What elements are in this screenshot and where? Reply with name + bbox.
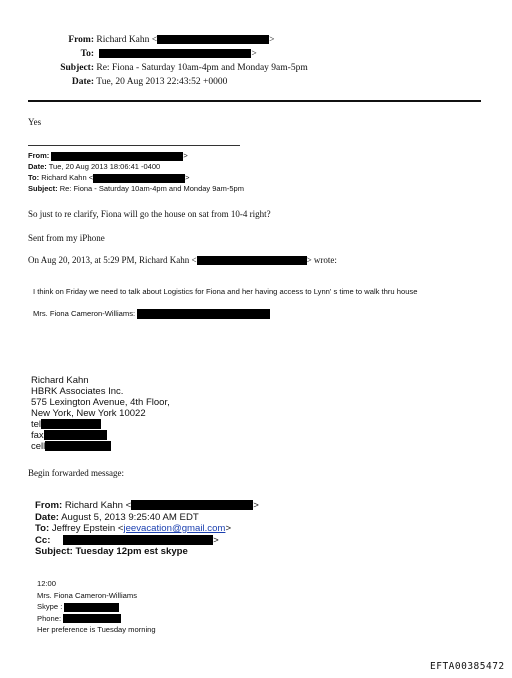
- forwarded-header: [35, 500, 259, 558]
- signature-fax: fax: [31, 430, 44, 441]
- quoted-subject-value: Re: Fiona - Saturday 10am-4pm and Monday 9am-5pm: [59, 184, 244, 193]
- fwd-body-preference: Her preference is Tuesday morning: [37, 625, 156, 634]
- redaction-block: [157, 35, 269, 44]
- subject-value: Re: Fiona - Saturday 10am-4pm and Monday 9am-5pm: [96, 63, 308, 73]
- signature-company: HBRK Associates Inc.: [31, 386, 124, 397]
- fwd-to-value: Jeffrey Epstein <: [51, 523, 124, 534]
- forwarded-body: [37, 578, 156, 636]
- signature-tel: tel: [31, 419, 42, 430]
- fwd-body-skype: Skype :: [37, 602, 63, 611]
- quoted-to-label: To:: [28, 173, 40, 182]
- signature-cell: cell: [31, 441, 46, 452]
- quoted-date-value: Tue, 20 Aug 2013 18:06:41 -0400: [48, 162, 161, 171]
- fwd-to-email-link[interactable]: jeevacation@gmail.com: [123, 523, 226, 534]
- fwd-from-value: Richard Kahn <: [64, 500, 132, 511]
- from-value: Richard Kahn <: [96, 35, 158, 45]
- angle-close: >: [269, 35, 275, 45]
- date-label: Date:: [71, 77, 94, 87]
- header-to-row: [30, 47, 308, 61]
- redaction-block: [45, 441, 111, 451]
- header-from-row: [30, 33, 308, 47]
- angle-close: >: [225, 523, 232, 534]
- quoted-to-value: Richard Kahn <: [41, 173, 94, 182]
- signature-address1: 575 Lexington Avenue, 4th Floor,: [31, 397, 170, 408]
- fwd-body-name: Mrs. Fiona Cameron-Williams: [37, 590, 137, 600]
- angle-close: >: [251, 49, 257, 59]
- fwd-date-label: Date:: [35, 511, 59, 523]
- angle-close: >: [183, 151, 188, 160]
- redaction-block: [99, 49, 251, 58]
- fwd-date-value: August 5, 2013 9:25:40 AM EDT: [61, 511, 199, 523]
- to-label: To:: [80, 49, 94, 59]
- quoted-date-label: Date:: [28, 162, 47, 171]
- quoted-from-label: From:: [28, 151, 50, 160]
- reply-text: Yes: [28, 117, 42, 127]
- quoted-subject-label: Subject:: [28, 184, 58, 193]
- wrote-prefix: On Aug 20, 2013, at 5:29 PM, Richard Kahn <: [28, 255, 197, 265]
- fwd-body-phone: Phone:: [37, 613, 62, 623]
- date-value: Tue, 20 Aug 2013 22:43:52 +0000: [96, 77, 228, 87]
- signature-name: Richard Kahn: [31, 375, 89, 386]
- fwd-body-time: 12:00: [37, 579, 57, 588]
- angle-close: >: [213, 534, 219, 546]
- redaction-block: [44, 430, 107, 440]
- signature: [31, 375, 170, 452]
- fwd-from-label: From:: [35, 500, 63, 511]
- body-line-fiona: [33, 309, 270, 319]
- header-subject-row: [30, 61, 308, 75]
- fwd-to-label: To:: [35, 523, 50, 534]
- redaction-block: [63, 535, 213, 545]
- fwd-cc-label: Cc:: [35, 534, 51, 546]
- angle-close: >: [253, 500, 259, 511]
- header-date-row: [30, 75, 308, 89]
- header-divider: [28, 100, 481, 102]
- redaction-block: [51, 152, 183, 161]
- quoted-header: [28, 150, 244, 194]
- body-line-logistics: I think on Friday we need to talk about Logistics for Fiona and her having access to Lynn' s time to walk thru house: [33, 287, 418, 296]
- document-id: EFTA00385472: [430, 661, 505, 672]
- redaction-block: [137, 309, 270, 319]
- fwd-subject-label: Subject:: [35, 546, 73, 557]
- signature-address2: New York, New York 10022: [31, 408, 146, 419]
- wrote-suffix: > wrote:: [306, 255, 337, 265]
- redaction-block: [131, 500, 253, 510]
- from-label: From:: [68, 35, 94, 45]
- redaction-block: [197, 256, 307, 265]
- forwarded-line: Begin forwarded message:: [28, 468, 124, 478]
- subject-label: Subject:: [60, 63, 94, 73]
- fwd-subject-value: Tuesday 12pm est skype: [75, 546, 188, 557]
- body-line-iphone: Sent from my iPhone: [28, 233, 105, 243]
- body-line-clarify: So just to re clarify, Fiona will go the house on sat from 10-4 right?: [28, 209, 271, 219]
- angle-close: >: [185, 173, 190, 182]
- redaction-block: [41, 419, 101, 429]
- quote-divider: [28, 145, 240, 146]
- redaction-block: [63, 614, 121, 623]
- fiona-label: Mrs. Fiona Cameron-Williams:: [33, 309, 136, 318]
- body-line-wrote: [28, 255, 337, 265]
- redaction-block: [93, 174, 185, 183]
- redaction-block: [64, 603, 119, 612]
- email-header: [30, 33, 308, 89]
